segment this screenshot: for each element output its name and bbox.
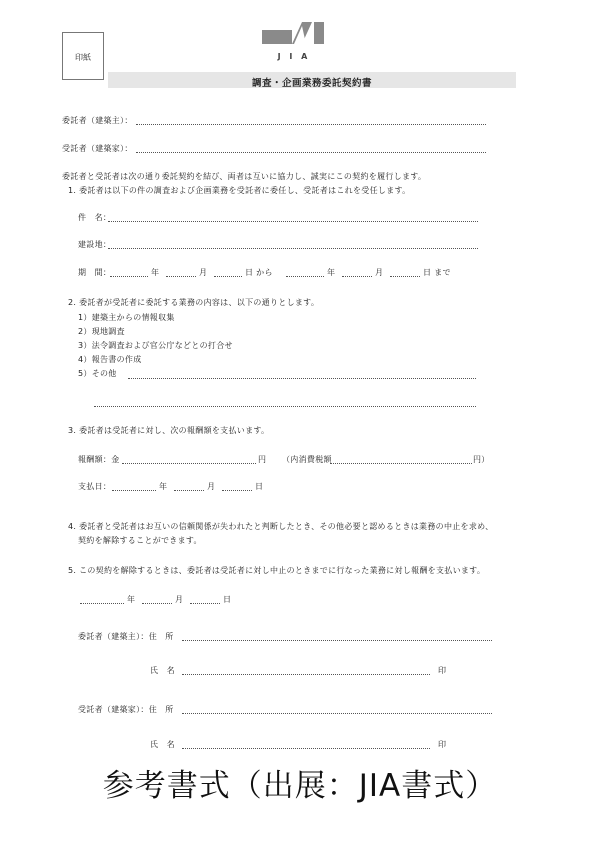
client-address-field[interactable] bbox=[182, 640, 492, 641]
fee-amount-field[interactable] bbox=[122, 463, 256, 464]
contract-day-field[interactable] bbox=[190, 603, 220, 604]
period-end-year-field[interactable] bbox=[286, 276, 324, 277]
jia-logo-letters: J I A bbox=[277, 52, 311, 61]
document-title: 調査・企画業務委託契約書 bbox=[251, 78, 372, 89]
period-end-day-field[interactable] bbox=[390, 276, 420, 277]
period-start-year-field[interactable] bbox=[110, 276, 148, 277]
tax-label: （内消費税額 bbox=[282, 455, 332, 464]
contract-day-unit: 日 bbox=[223, 595, 232, 604]
section-2-text: 2. 委託者が受託者に委託する業務の内容は、以下の通りとします。 bbox=[68, 298, 320, 307]
period-start-month-field[interactable] bbox=[166, 276, 196, 277]
contractor-label: 受託者（建築家）： bbox=[62, 144, 133, 153]
contractor-address-label: 受託者（建築家）：住 所 bbox=[78, 705, 174, 714]
section-4-line-1: 4. 委託者と受託者はお互いの信頼関係が失われたと判断したとき、その他必要と認めるときは業務の中止を求め、 bbox=[68, 522, 494, 531]
project-name-label: 件 名： bbox=[78, 213, 112, 222]
work-item: 1）建築主からの情報収集 bbox=[78, 313, 175, 322]
other-work-field[interactable] bbox=[128, 378, 476, 379]
work-item: 2）現地調査 bbox=[78, 327, 125, 336]
client-label: 委託者（建築主）： bbox=[62, 116, 133, 125]
work-item: 4）報告書の作成 bbox=[78, 355, 142, 364]
pay-year-unit: 年 bbox=[159, 482, 168, 491]
period-end-day-unit: 日 まで bbox=[423, 268, 451, 277]
reference-caption: 参考書式（出展：JIA書式） bbox=[102, 768, 498, 804]
period-start-day-unit: 日 から bbox=[245, 268, 273, 277]
pay-day-field[interactable] bbox=[222, 490, 252, 491]
period-end-year-unit: 年 bbox=[327, 268, 336, 277]
section-5-text: 5. この契約を解除するときは、委託者は受託者に対し中止のときまでに行なった業務に対し報酬を支払います。 bbox=[68, 566, 486, 575]
pay-month-unit: 月 bbox=[207, 482, 216, 491]
period-label: 期 間： bbox=[78, 268, 112, 277]
section-1-text: 1. 委託者は以下の件の調査および企画業務を受託者に委任し、受託者はこれを受任します。 bbox=[68, 186, 411, 195]
period-end-month-field[interactable] bbox=[342, 276, 372, 277]
pay-year-field[interactable] bbox=[112, 490, 156, 491]
revenue-stamp-label: 印紙 bbox=[75, 53, 91, 62]
section-4-line-2: 契約を解除することができます。 bbox=[78, 536, 202, 545]
section-3-text: 3. 委託者は受託者に対し、次の報酬額を支払います。 bbox=[68, 426, 270, 435]
fee-yen-unit: 円 bbox=[258, 455, 267, 464]
contract-month-field[interactable] bbox=[142, 603, 172, 604]
client-name-field[interactable] bbox=[182, 674, 430, 675]
pay-date-label: 支払日： bbox=[78, 482, 112, 491]
period-end-month-unit: 月 bbox=[375, 268, 384, 277]
jia-logo bbox=[262, 22, 326, 74]
contractor-address-field[interactable] bbox=[182, 713, 492, 714]
period-start-day-field[interactable] bbox=[214, 276, 242, 277]
client-name-label: 氏 名 bbox=[150, 666, 175, 675]
contract-year-field[interactable] bbox=[80, 603, 124, 604]
contractor-field[interactable] bbox=[136, 152, 486, 153]
client-address-label: 委託者（建築主）：住 所 bbox=[78, 632, 174, 641]
fee-label: 報酬額：金 bbox=[78, 455, 120, 464]
tax-amount-field[interactable] bbox=[330, 463, 472, 464]
project-name-field[interactable] bbox=[108, 221, 478, 222]
site-label: 建設地： bbox=[78, 240, 112, 249]
other-work-field-2[interactable] bbox=[94, 406, 476, 407]
period-start-year-unit: 年 bbox=[151, 268, 160, 277]
site-field[interactable] bbox=[108, 248, 478, 249]
contract-month-unit: 月 bbox=[175, 595, 184, 604]
contractor-name-label: 氏 名 bbox=[150, 740, 175, 749]
work-item: 5）その他 bbox=[78, 369, 117, 378]
contractor-name-field[interactable] bbox=[182, 748, 430, 749]
client-field[interactable] bbox=[136, 124, 486, 125]
pay-day-unit: 日 bbox=[255, 482, 264, 491]
work-item: 3）法令調査および官公庁などとの打合せ bbox=[78, 341, 233, 350]
contractor-seal: 印 bbox=[438, 740, 447, 749]
period-start-month-unit: 月 bbox=[199, 268, 208, 277]
tax-yen-unit: 円） bbox=[473, 455, 490, 464]
contract-year-unit: 年 bbox=[127, 595, 136, 604]
intro-text: 委託者と受託者は次の通り委託契約を結び、両者は互いに協力し、誠実にこの契約を履行します。 bbox=[62, 172, 427, 181]
client-seal: 印 bbox=[438, 666, 447, 675]
pay-month-field[interactable] bbox=[174, 490, 204, 491]
